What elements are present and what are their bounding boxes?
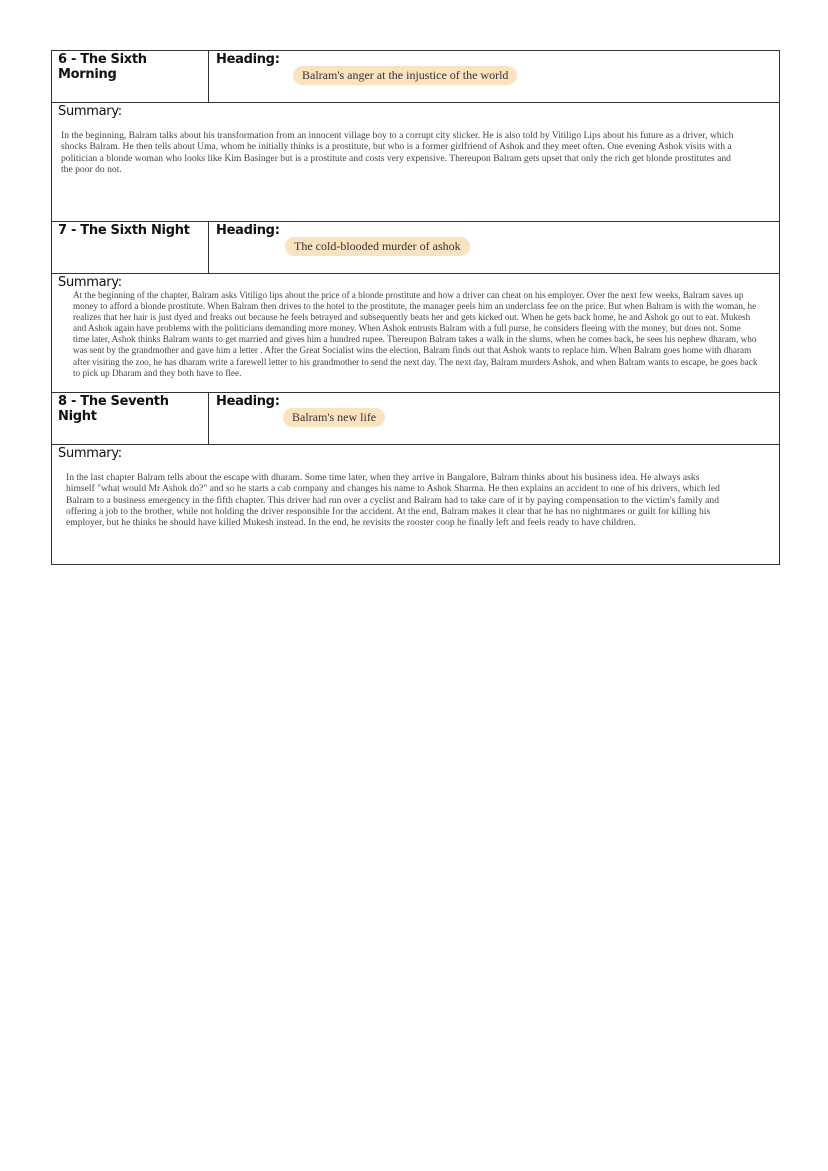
- summary-label: Summary:: [58, 446, 122, 461]
- chapter-summary-table: [51, 50, 780, 565]
- summary-text: At the beginning of the chapter, Balram asks Vitiligo lips about the price of a blonde prostitute and how a driver can cheat on his employer. Over the next few weeks, Balram saves up money to afford a blonde prostitute. When Balram then drives to the hotel to the prostitute, the manager peels him an underclass fee on the price. But when Balram is with the woman, he realizes that her hair is just dyed and freaks out because he feels betrayed and subsequently beats her and gets kicked out. When he gets back home, he and Ashok go out to eat. Mukesh and Ashok again have problems with the politicians demanding more money. When Ashok entrusts Balram with a full purse, he considers fleeing with the money, but does not. Some time later, Ashok thinks Balram wants to get married and gives him a hundred rupee. Thereupon Balram takes a walk in the slums, when he comes back, he sees his nephew dharam, who was sent by the grandmother and gave him a letter . After the Great Socialist wins the election, Balram finds out that Ashok wants to replace him. When Balram goes home with dharam after visiting the zoo, he has dharam write a farewell letter to his grandmother to send the next day. The next day, Balram murders Ashok, and when Balram wants to escape, he goes back to pick up Dharam and they both have to flee.: [73, 290, 758, 378]
- heading-cell: [209, 222, 779, 273]
- summary-label: Summary:: [58, 275, 122, 290]
- summary-text: In the beginning, Balram talks about his transformation from an innocent village boy to a corrupt city slicker. He is also told by Vitiligo Lips about his future as a driver, which shocks Balram. He then tells about Uma, whom he initially thinks is a prostitute, but who is a former girlfriend of Ashok and they meet often. One evening Ashok visits with a politician a blonde woman who looks like Kim Basinger but is a prostitute and costs very expensive. Thereupon Balram gets upset that only the rich get blonde prostitutes and the poor do not.: [61, 130, 734, 175]
- heading-label: Heading:: [216, 394, 280, 409]
- chapter-7-summary-row: [52, 274, 779, 393]
- heading-label: Heading:: [216, 223, 280, 238]
- heading-highlight: The cold-blooded murder of ashok: [285, 237, 470, 256]
- heading-cell: [209, 51, 779, 102]
- chapter-7-header-row: [52, 222, 779, 274]
- chapter-6-header-row: [52, 51, 779, 103]
- heading-highlight: Balram's new life: [283, 408, 385, 427]
- chapter-8-summary-row: [52, 445, 779, 564]
- heading-label: Heading:: [216, 52, 280, 67]
- heading-cell: [209, 393, 779, 444]
- chapter-6-summary-row: [52, 103, 779, 222]
- summary-label: Summary:: [58, 104, 122, 119]
- heading-highlight: Balram's anger at the injustice of the world: [293, 66, 517, 85]
- summary-text: In the last chapter Balram tells about the escape with dharam. Some time later, when they arrive in Bangalore, Balram thinks about his business idea. He always asks himself "what would Mr Ashok do?" and so he starts a cab company and changes his name to Ashok Sharma. He then explains an accident to one of his drivers, which led Balram to a business emergency in the fifth chapter. This driver had run over a cyclist and Balram had to take care of it by paying compensation to the victim's family and offering a job to the brother, while not holding the driver responsible for the accident. At the end, Balram makes it clear that he has no nightmares or guilt for killing his employer, but he thinks he should have killed Mukesh instead. In the end, he revisits the rooster coop he finally left and feels ready to have children.: [66, 472, 720, 529]
- chapter-8-header-row: [52, 393, 779, 445]
- chapter-title: 6 - The Sixth Morning: [52, 51, 209, 102]
- chapter-title: 7 - The Sixth Night: [52, 222, 209, 273]
- chapter-title: 8 - The Seventh Night: [52, 393, 209, 444]
